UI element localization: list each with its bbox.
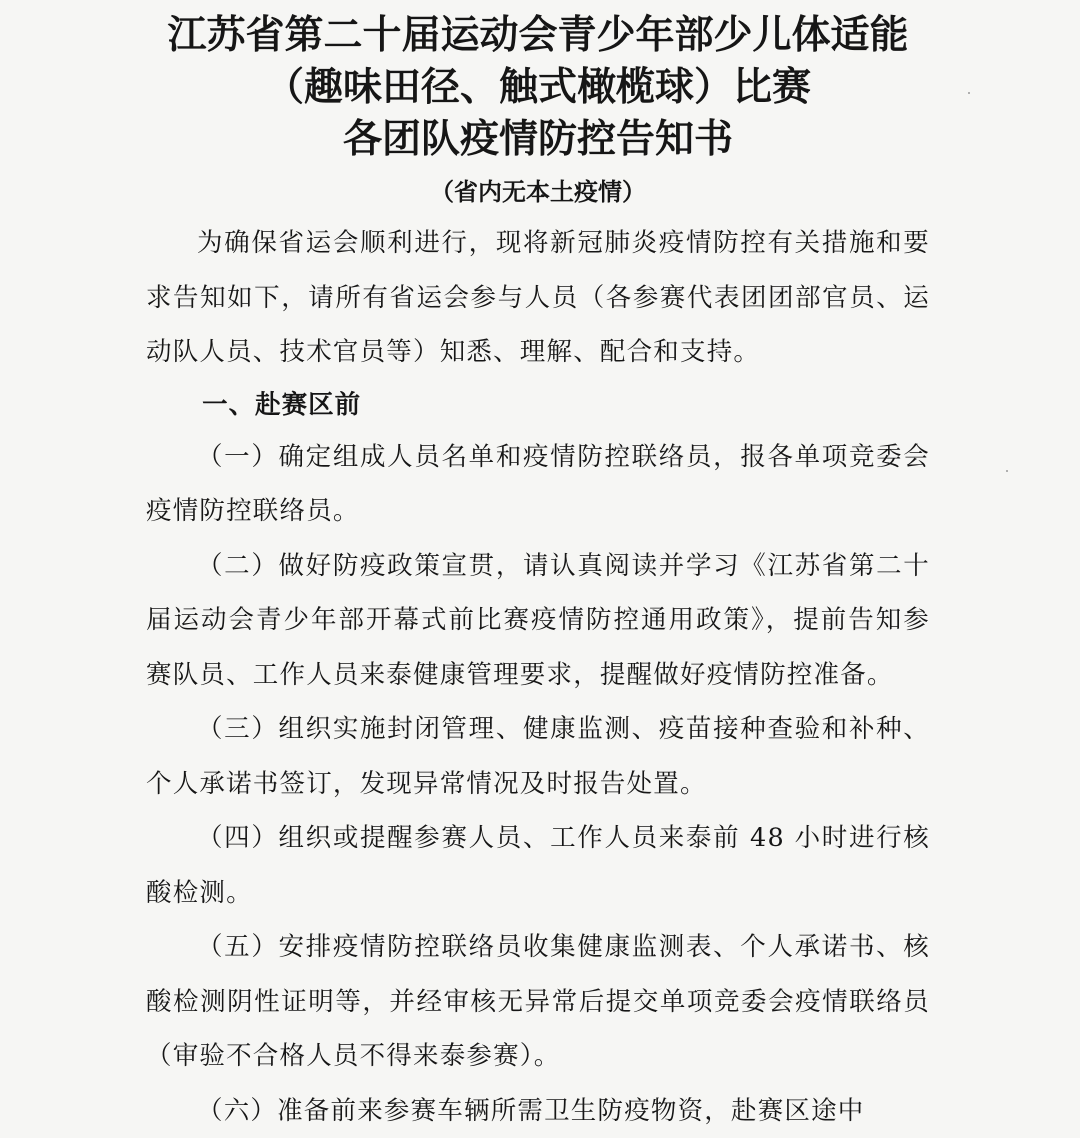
document-subtitle: （省内无本土疫情） (146, 174, 930, 210)
title-line-2: （趣味田径、触式橄榄球）比赛 (146, 62, 930, 114)
item-paragraph-6: （六）准备前来参赛车辆所需卫生防疫物资，赴赛区途中 (146, 1084, 930, 1138)
item-paragraph-5: （五）安排疫情防控联络员收集健康监测表、个人承诺书、核酸检测阴性证明等，并经审核无异常后提交单项竞委会疫情联络员（审验不合格人员不得来泰参赛）。 (146, 920, 930, 1084)
item-paragraph-3: （三）组织实施封闭管理、健康监测、疫苗接种查验和补种、个人承诺书签订，发现异常情况及时报告处置。 (146, 702, 930, 811)
section-heading-1: 一、赴赛区前 (146, 380, 930, 430)
title-line-1: 江苏省第二十届运动会青少年部少儿体适能 (146, 10, 930, 62)
item-paragraph-4: （四）组织或提醒参赛人员、工作人员来泰前 48 小时进行核酸检测。 (146, 811, 930, 920)
intro-paragraph: 为确保省运会顺利进行，现将新冠肺炎疫情防控有关措施和要求告知如下，请所有省运会参与人员（各参赛代表团团部官员、运动队人员、技术官员等）知悉、理解、配合和支持。 (146, 216, 930, 380)
document-title (146, 10, 930, 166)
item-paragraph-2: （二）做好防疫政策宣贯，请认真阅读并学习《江苏省第二十届运动会青少年部开幕式前比赛疫情防控通用政策》，提前告知参赛队员、工作人员来泰健康管理要求，提醒做好疫情防控准备。 (146, 539, 930, 703)
title-line-3: 各团队疫情防控告知书 (146, 114, 930, 166)
scan-speck (1006, 470, 1008, 472)
item-paragraph-1: （一）确定组成人员名单和疫情防控联络员，报各单项竞委会疫情防控联络员。 (146, 430, 930, 539)
scan-speck (968, 92, 970, 94)
